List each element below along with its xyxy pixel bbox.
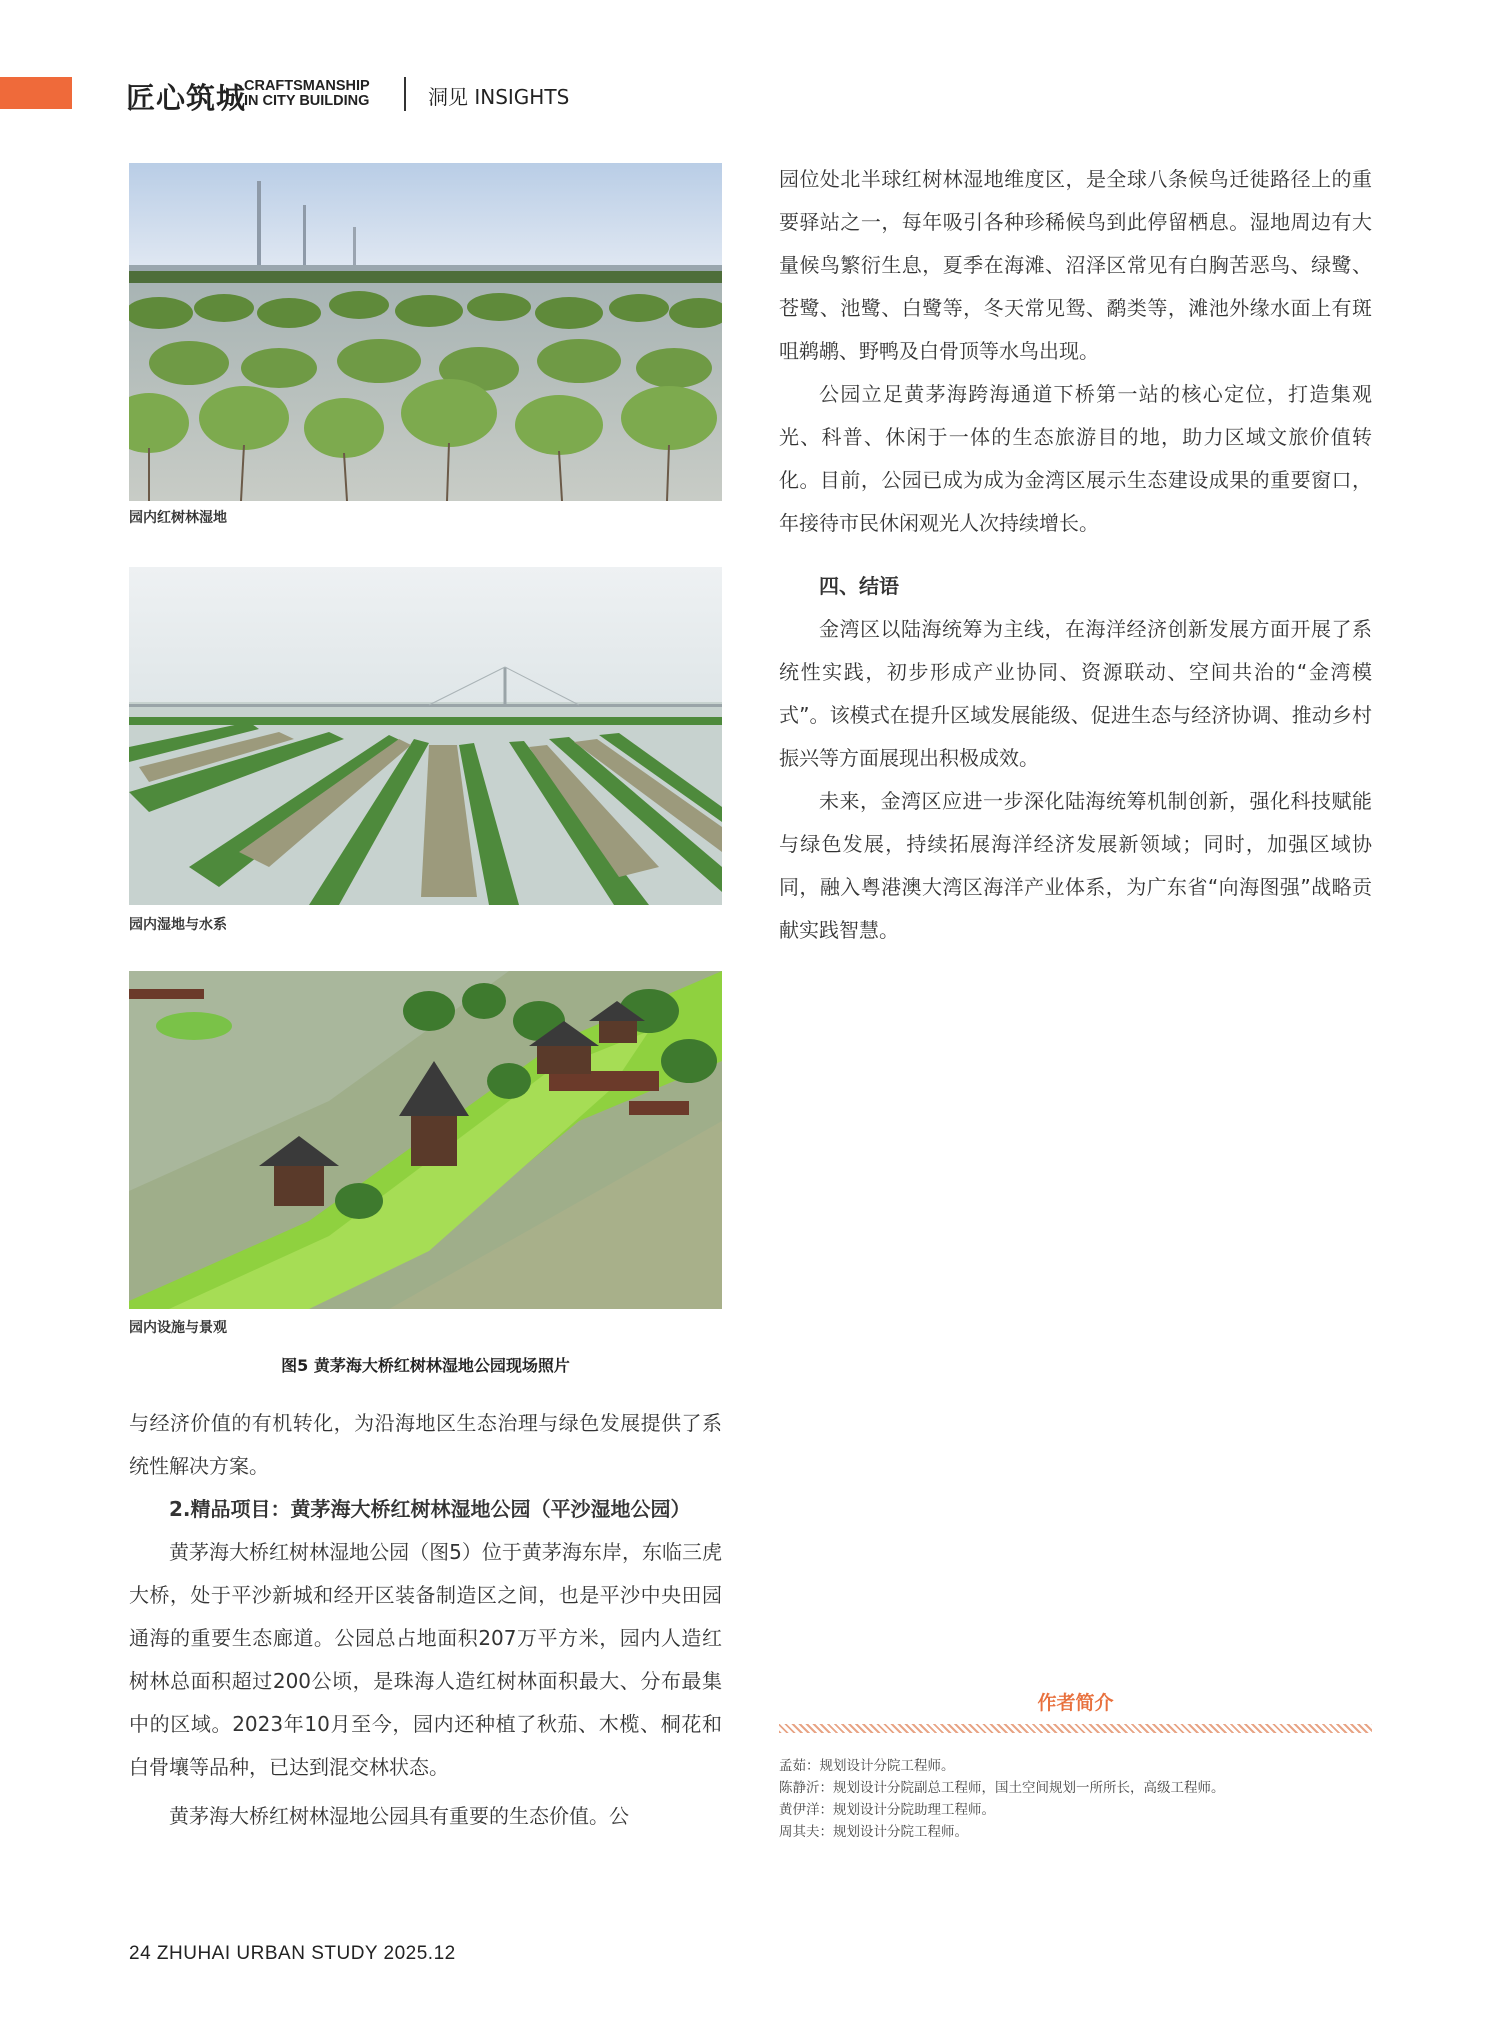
right-column	[779, 158, 1372, 952]
author-box-divider	[779, 1724, 1372, 1733]
figure-title: 图5 黄茅海大桥红树林湿地公园现场照片	[281, 1356, 570, 1375]
photo-caption-1: 园内红树林湿地	[129, 510, 227, 526]
header-divider	[404, 77, 406, 111]
left-column	[129, 1402, 722, 1838]
facilities-landscape-photo	[129, 971, 722, 1309]
brand-title: 匠心筑城	[126, 81, 247, 115]
brand-subtitle-line-2: IN CITY BUILDING	[244, 93, 370, 109]
author-item: 周其夫：规划设计分院工程师。	[779, 1824, 968, 1840]
brand-subtitle-line-1: CRAFTSMANSHIP	[244, 78, 370, 94]
photo-caption-3: 园内设施与景观	[129, 1320, 227, 1336]
left-paragraph-2: 黄茅海大桥红树林湿地公园（图5）位于黄茅海东岸，东临三虎大桥，处于平沙新城和经开区装备制造区之间，也是平沙中央田园通海的重要生态廊道。公园总占地面积207万平方米，园内人造红树林总面积超过200公顷，是珠海人造红树林面积最大、分布最集中的区域。2023年10月至今，园内还种植了秋茄、木榄、桐花和白骨壤等品种，已达到混交林状态。	[129, 1540, 722, 1779]
section-label: 洞见 INSIGHTS	[428, 85, 570, 109]
page-footer: 24 ZHUHAI URBAN STUDY 2025.12	[129, 1943, 456, 1964]
left-paragraph-3: 黄茅海大桥红树林湿地公园具有重要的生态价值。公	[169, 1804, 629, 1828]
photo-caption-2: 园内湿地与水系	[129, 917, 227, 933]
author-item: 黄伊洋：规划设计分院助理工程师。	[779, 1802, 995, 1818]
left-paragraph-1: 与经济价值的有机转化，为沿海地区生态治理与绿色发展提供了系统性解决方案。	[129, 1411, 722, 1478]
author-list	[779, 1755, 1372, 1843]
project-subheading: 2.精品项目：黄茅海大桥红树林湿地公园（平沙湿地公园）	[169, 1497, 691, 1521]
header-accent-bar	[0, 77, 72, 109]
author-box-title: 作者简介	[1037, 1692, 1114, 1714]
author-item: 孟茹：规划设计分院工程师。	[779, 1758, 955, 1774]
right-paragraph-2: 公园立足黄茅海跨海通道下桥第一站的核心定位，打造集观光、科普、休闲于一体的生态旅游目的地，助力区域文旅价值转化。目前，公园已成为成为金湾区展示生态建设成果的重要窗口，年接待市民休闲观光人次持续增长。	[779, 382, 1372, 535]
conclusion-heading: 四、结语	[819, 574, 899, 598]
brand-subtitle	[244, 79, 370, 109]
right-paragraph-3: 金湾区以陆海统筹为主线，在海洋经济创新发展方面开展了系统性实践，初步形成产业协同、资源联动、空间共治的“金湾模式”。该模式在提升区域发展能级、促进生态与经济协调、推动乡村振兴等方面展现出积极成效。	[779, 617, 1372, 770]
mangrove-wetland-photo	[129, 163, 722, 501]
wetland-water-photo	[129, 567, 722, 905]
right-paragraph-1: 园位处北半球红树林湿地维度区，是全球八条候鸟迁徙路径上的重要驿站之一，每年吸引各种珍稀候鸟到此停留栖息。湿地周边有大量候鸟繁衍生息，夏季在海滩、沼泽区常见有白胸苦恶鸟、绿鹭、苍鹭、池鹭、白鹭等，冬天常见鸳、鹬类等，滩池外缘水面上有斑咀鹈鹕、野鸭及白骨顶等水鸟出现。	[779, 167, 1372, 363]
right-paragraph-4: 未来，金湾区应进一步深化陆海统筹机制创新，强化科技赋能与绿色发展，持续拓展海洋经济发展新领域；同时，加强区域协同，融入粤港澳大湾区海洋产业体系，为广东省“向海图强”战略贡献实践智慧。	[779, 789, 1372, 942]
author-item: 陈静沂：规划设计分院副总工程师，国土空间规划一所所长，高级工程师。	[779, 1780, 1225, 1796]
